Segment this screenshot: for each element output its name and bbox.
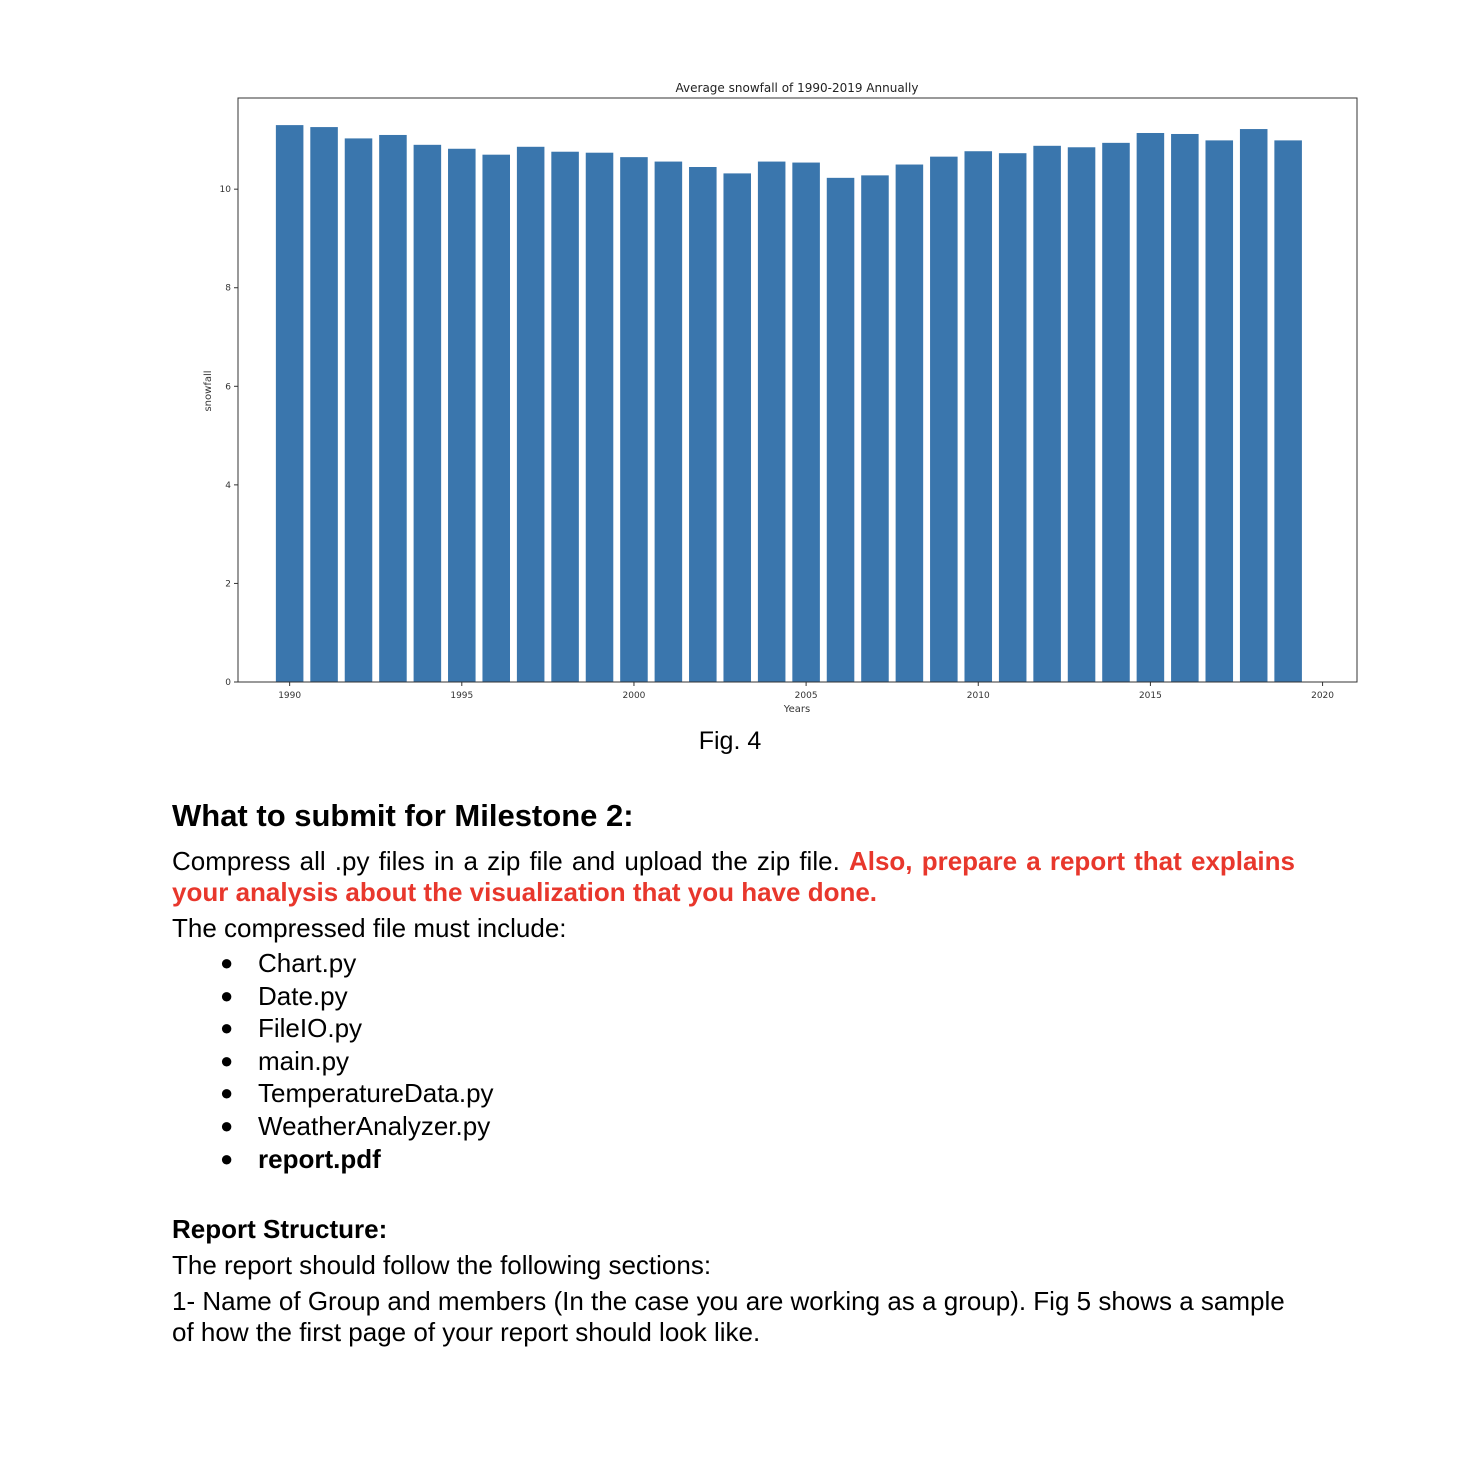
report-intro: The report should follow the following sections: bbox=[172, 1250, 712, 1280]
bar bbox=[551, 152, 579, 682]
x-tick-label: 1990 bbox=[278, 691, 302, 701]
report-structure-heading: Report Structure: bbox=[172, 1214, 388, 1244]
report-item-1: 1- Name of Group and members (In the case you are working as a group). Fig 5 shows a sample of how the first page of your report should look like. bbox=[172, 1286, 1285, 1347]
file-name: Chart.py bbox=[258, 948, 357, 978]
intro-text: Compress all .py files in a zip file and upload the zip file. bbox=[172, 846, 849, 876]
intro-emphasis: Also, prepare a report that explains your analysis about the visualization that you have done. bbox=[172, 846, 1296, 907]
bullet-icon: ● bbox=[220, 1145, 234, 1171]
bar bbox=[517, 147, 545, 682]
file-name: FileIO.py bbox=[258, 1013, 363, 1044]
bar bbox=[896, 165, 924, 682]
file-name: TemperatureData.py bbox=[258, 1078, 494, 1109]
x-tick-label: 2010 bbox=[966, 691, 990, 701]
x-tick-label: 2020 bbox=[1311, 691, 1335, 701]
x-tick-label: 2000 bbox=[622, 691, 646, 701]
file-list bbox=[172, 947, 494, 1175]
bar bbox=[482, 155, 510, 682]
x-axis-label: Years bbox=[783, 704, 811, 715]
include-text: The compressed file must include: bbox=[172, 913, 567, 943]
bar bbox=[448, 149, 476, 682]
bar bbox=[379, 135, 407, 682]
figure-caption: Fig. 4 bbox=[698, 727, 762, 755]
list-item bbox=[172, 1110, 494, 1143]
bullet-icon: ● bbox=[220, 1112, 234, 1138]
list-item bbox=[172, 1143, 494, 1176]
file-name: Date.py bbox=[258, 980, 348, 1011]
x-tick-label: 1995 bbox=[450, 691, 474, 701]
y-tick-label: 2 bbox=[225, 579, 231, 590]
section-heading: What to submit for Milestone 2: bbox=[172, 798, 634, 833]
bar bbox=[758, 162, 786, 682]
bullet-icon: ● bbox=[220, 1015, 234, 1041]
bar bbox=[310, 127, 338, 682]
list-item bbox=[172, 1012, 494, 1045]
bar bbox=[586, 153, 614, 682]
bar bbox=[1137, 133, 1165, 682]
bar bbox=[1240, 129, 1268, 682]
bar bbox=[1171, 134, 1199, 682]
bar bbox=[861, 175, 889, 682]
bullet-icon: ● bbox=[220, 1080, 234, 1106]
bar bbox=[1274, 140, 1302, 682]
x-tick-label: 2015 bbox=[1138, 691, 1162, 701]
bar bbox=[964, 151, 992, 682]
bar-group bbox=[276, 125, 1302, 682]
list-item bbox=[172, 947, 494, 980]
x-tick-label: 2005 bbox=[794, 691, 818, 701]
y-tick-label: 8 bbox=[225, 283, 231, 294]
bar bbox=[414, 145, 442, 682]
bar bbox=[999, 153, 1027, 682]
bar bbox=[655, 162, 683, 682]
bar bbox=[276, 125, 304, 682]
bar bbox=[930, 157, 958, 682]
y-tick-label: 4 bbox=[225, 480, 231, 491]
bullet-icon: ● bbox=[220, 950, 234, 975]
list-item bbox=[172, 1077, 494, 1110]
y-tick-label: 0 bbox=[225, 678, 231, 688]
bar bbox=[689, 167, 717, 682]
x-axis-ticks bbox=[278, 682, 1334, 701]
bar bbox=[723, 173, 751, 682]
bar bbox=[1206, 140, 1234, 682]
bar bbox=[1068, 147, 1096, 682]
y-axis-label: snowfall bbox=[203, 370, 214, 412]
bar bbox=[827, 178, 855, 682]
bar bbox=[792, 163, 820, 682]
bar bbox=[1033, 146, 1061, 682]
y-axis-ticks bbox=[220, 185, 238, 688]
chart-title: Average snowfall of 1990-2019 Annually bbox=[675, 81, 919, 95]
bar bbox=[345, 138, 373, 682]
file-name: report.pdf bbox=[258, 1143, 381, 1174]
bar bbox=[1102, 143, 1130, 682]
bullet-icon: ● bbox=[220, 982, 234, 1008]
y-tick-label: 6 bbox=[225, 382, 231, 393]
list-item bbox=[172, 980, 494, 1013]
file-name: WeatherAnalyzer.py bbox=[258, 1110, 491, 1141]
bullet-icon: ● bbox=[220, 1047, 234, 1073]
snowfall-bar-chart bbox=[0, 0, 1460, 720]
y-tick-label: 10 bbox=[219, 185, 231, 196]
list-item bbox=[172, 1045, 494, 1078]
file-name: main.py bbox=[258, 1045, 350, 1076]
intro-paragraph bbox=[172, 846, 1295, 908]
bar bbox=[620, 157, 648, 682]
